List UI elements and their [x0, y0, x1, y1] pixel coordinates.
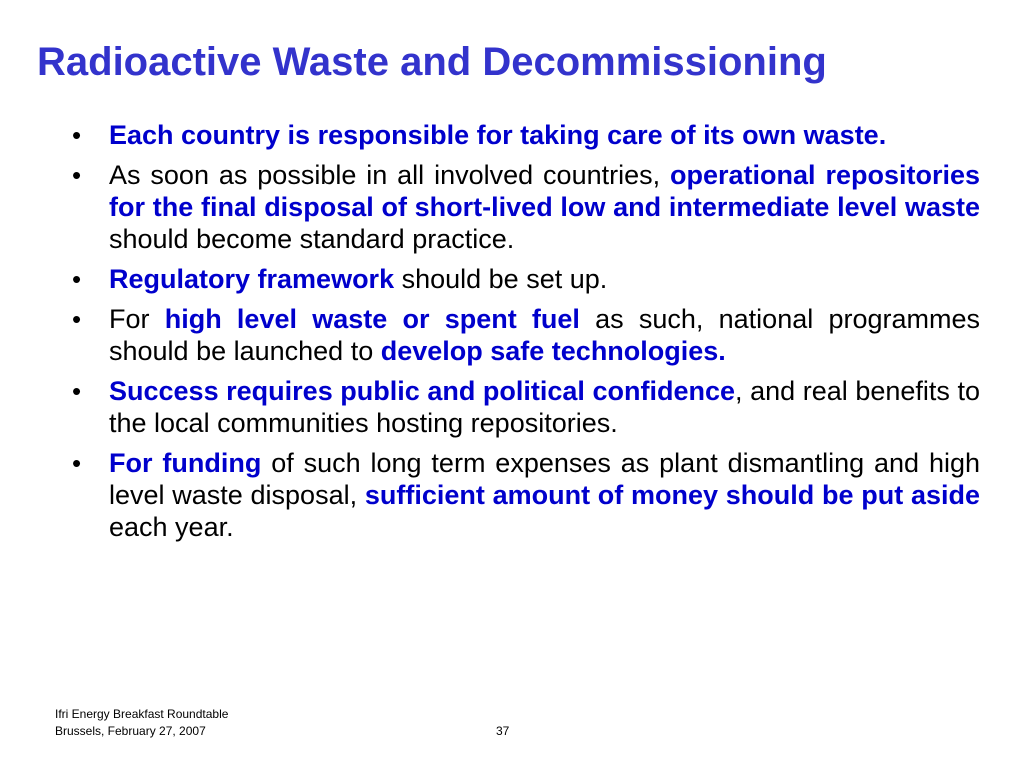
bullet-text: As soon as possible in all involved countries, [109, 160, 671, 190]
bullet-text: should become standard practice. [109, 224, 515, 254]
bullet-text: should be set up. [394, 264, 608, 294]
bullet-text-highlight: develop safe technologies. [380, 336, 726, 366]
page-number: 37 [496, 724, 510, 738]
bullet-text: of such long term expenses as plant dismantling and high level waste disposal, [109, 448, 980, 510]
bullet-item [72, 447, 980, 543]
bullet-text-highlight: high level waste or spent fuel [164, 304, 580, 334]
bullet-text: as such, national programmes should be launched to [109, 304, 980, 366]
bullet-list [72, 119, 980, 551]
bullet-dot-icon: • [72, 264, 82, 294]
bullet-text-highlight: For funding [109, 448, 262, 478]
bullet-text: For [109, 304, 165, 334]
bullet-text: each year. [109, 512, 234, 542]
bullet-text-highlight: operational repositories for the final disposal of short-lived low and intermediate level waste [109, 160, 980, 222]
bullet-item [72, 263, 980, 295]
footer-event: Ifri Energy Breakfast Roundtable [55, 707, 229, 721]
slide-title: Radioactive Waste and Decommissioning [37, 40, 827, 84]
bullet-dot-icon: • [72, 304, 82, 334]
bullet-dot-icon: • [72, 160, 82, 190]
bullet-item [72, 159, 980, 255]
bullet-text-highlight: Each country is responsible for taking care of its own waste. [109, 120, 887, 150]
bullet-dot-icon: • [72, 376, 82, 406]
bullet-text-highlight: Success requires public and political confidence [109, 376, 736, 406]
bullet-item [72, 303, 980, 367]
bullet-item [72, 375, 980, 439]
bullet-dot-icon: • [72, 120, 82, 150]
bullet-text: , and real benefits to the local communities hosting repositories. [109, 376, 980, 438]
bullet-item [72, 119, 980, 151]
footer-date: Brussels, February 27, 2007 [55, 724, 206, 738]
bullet-dot-icon: • [72, 448, 82, 478]
bullet-text-highlight: sufficient amount of money should be put aside [364, 480, 980, 510]
footer [55, 706, 228, 740]
bullet-text-highlight: Regulatory framework [109, 264, 395, 294]
